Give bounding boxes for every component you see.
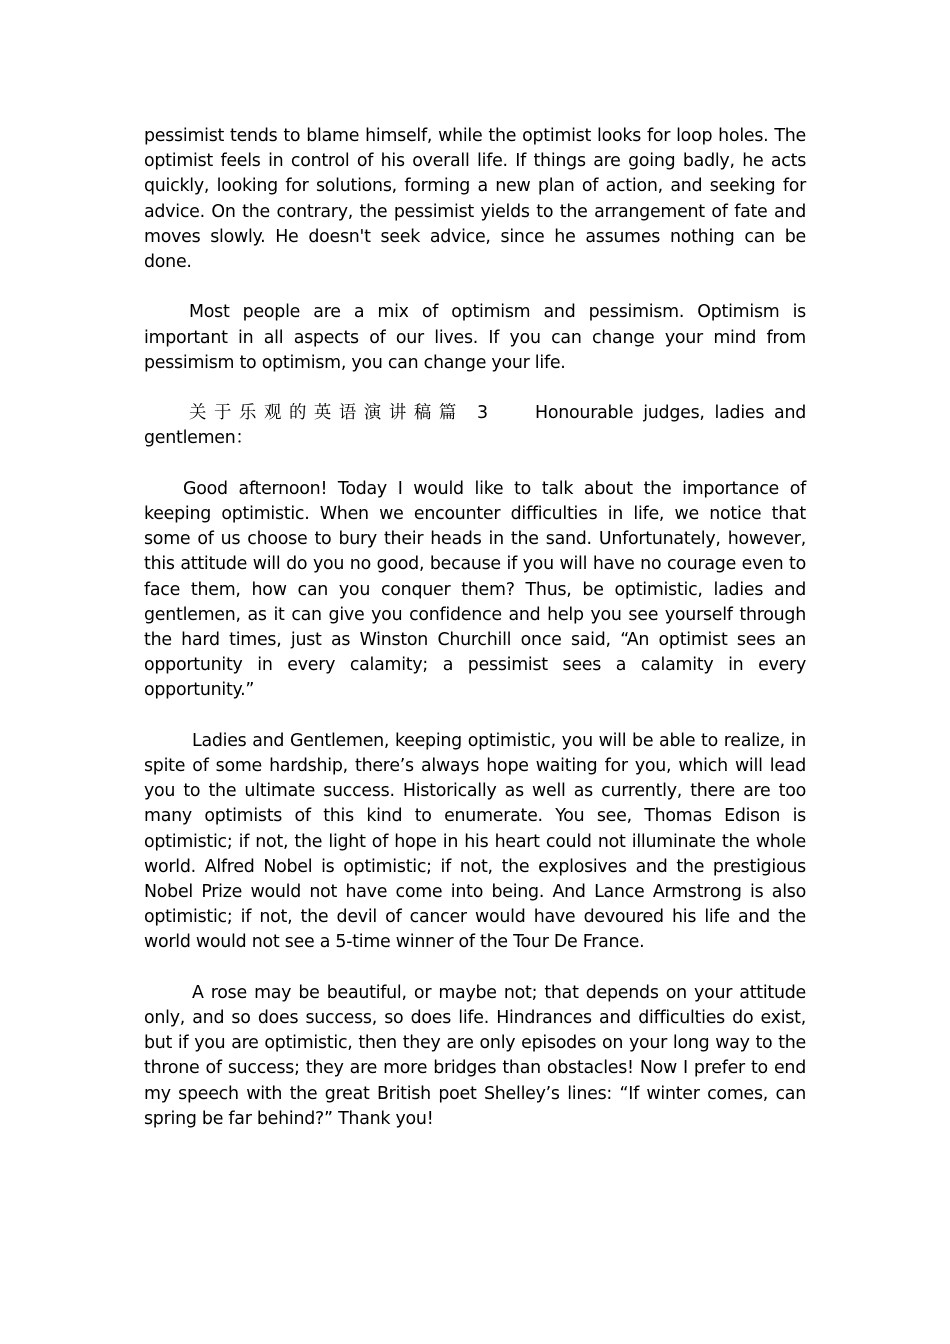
speech-heading — [144, 401, 806, 451]
document-page — [144, 124, 806, 1157]
speech-title-chinese: 关于乐观的英语演讲稿篇 3 — [189, 403, 492, 424]
paragraph-good-afternoon: Good afternoon! Today I would like to talk about the importance of keeping optimistic. When we encounter difficulties in life, we notice that some of us choose to bury their heads in the sand. Unfortunately, however, this attitude will do you no good, because if you will have no courage even to face them, how can you conquer them? Thus, be optimistic, ladies and gentlemen, as it can give you confidence and help you see yourself through the hard times, just as Winston Churchill once said, “An optimist sees an opportunity in every calamity; a pessimist sees a calamity in every opportunity.” — [144, 478, 806, 701]
paragraph-rose-conclusion: A rose may be beautiful, or maybe not; that depends on your attitude only, and so does success, so does life. Hindrances and difficulties do exist, but if you are optimistic, then they are only episodes on your long way to the throne of success; they are more bridges than obstacles! Now I prefer to end my speech with the great British poet Shelley’s lines: “If winter comes, can spring be far behind?” Thank you! — [144, 982, 806, 1129]
paragraph-keeping-optimistic: Ladies and Gentlemen, keeping optimistic, you will be able to realize, in spite of some hardship, there’s always hope waiting for you, which will lead you to the ultimate success. Historically as well as currently, there are too many optimists of this kind to enumerate. You see, Thomas Edison is optimistic; if not, the light of hope in his heart could not illuminate the whole world. Alfred Nobel is optimistic; if not, the explosives and the prestigious Nobel Prize would not have come into being. And Lance Armstrong is also optimistic; if not, the devil of cancer would have devoured his life and the world would not see a 5-time winner of the Tour De France. — [144, 730, 806, 953]
paragraph-mix-of-optimism: Most people are a mix of optimism and pessimism. Optimism is important in all aspects of our lives. If you can change your mind from pessimism to optimism, you can change your life. — [144, 302, 806, 373]
speech-salutation: Honourable judges, ladies and gentlemen： — [144, 403, 807, 449]
paragraph-pessimist-optimist: pessimist tends to blame himself, while the optimist looks for loop holes. The optimist feels in control of his overall life. If things are going badly, he acts quickly, looking for solutions, forming a new plan of action, and seeking for advice. On the contrary, the pessimist yields to the arrangement of fate and moves slowly. He doesn't seek advice, since he assumes nothing can be done. — [144, 126, 806, 273]
